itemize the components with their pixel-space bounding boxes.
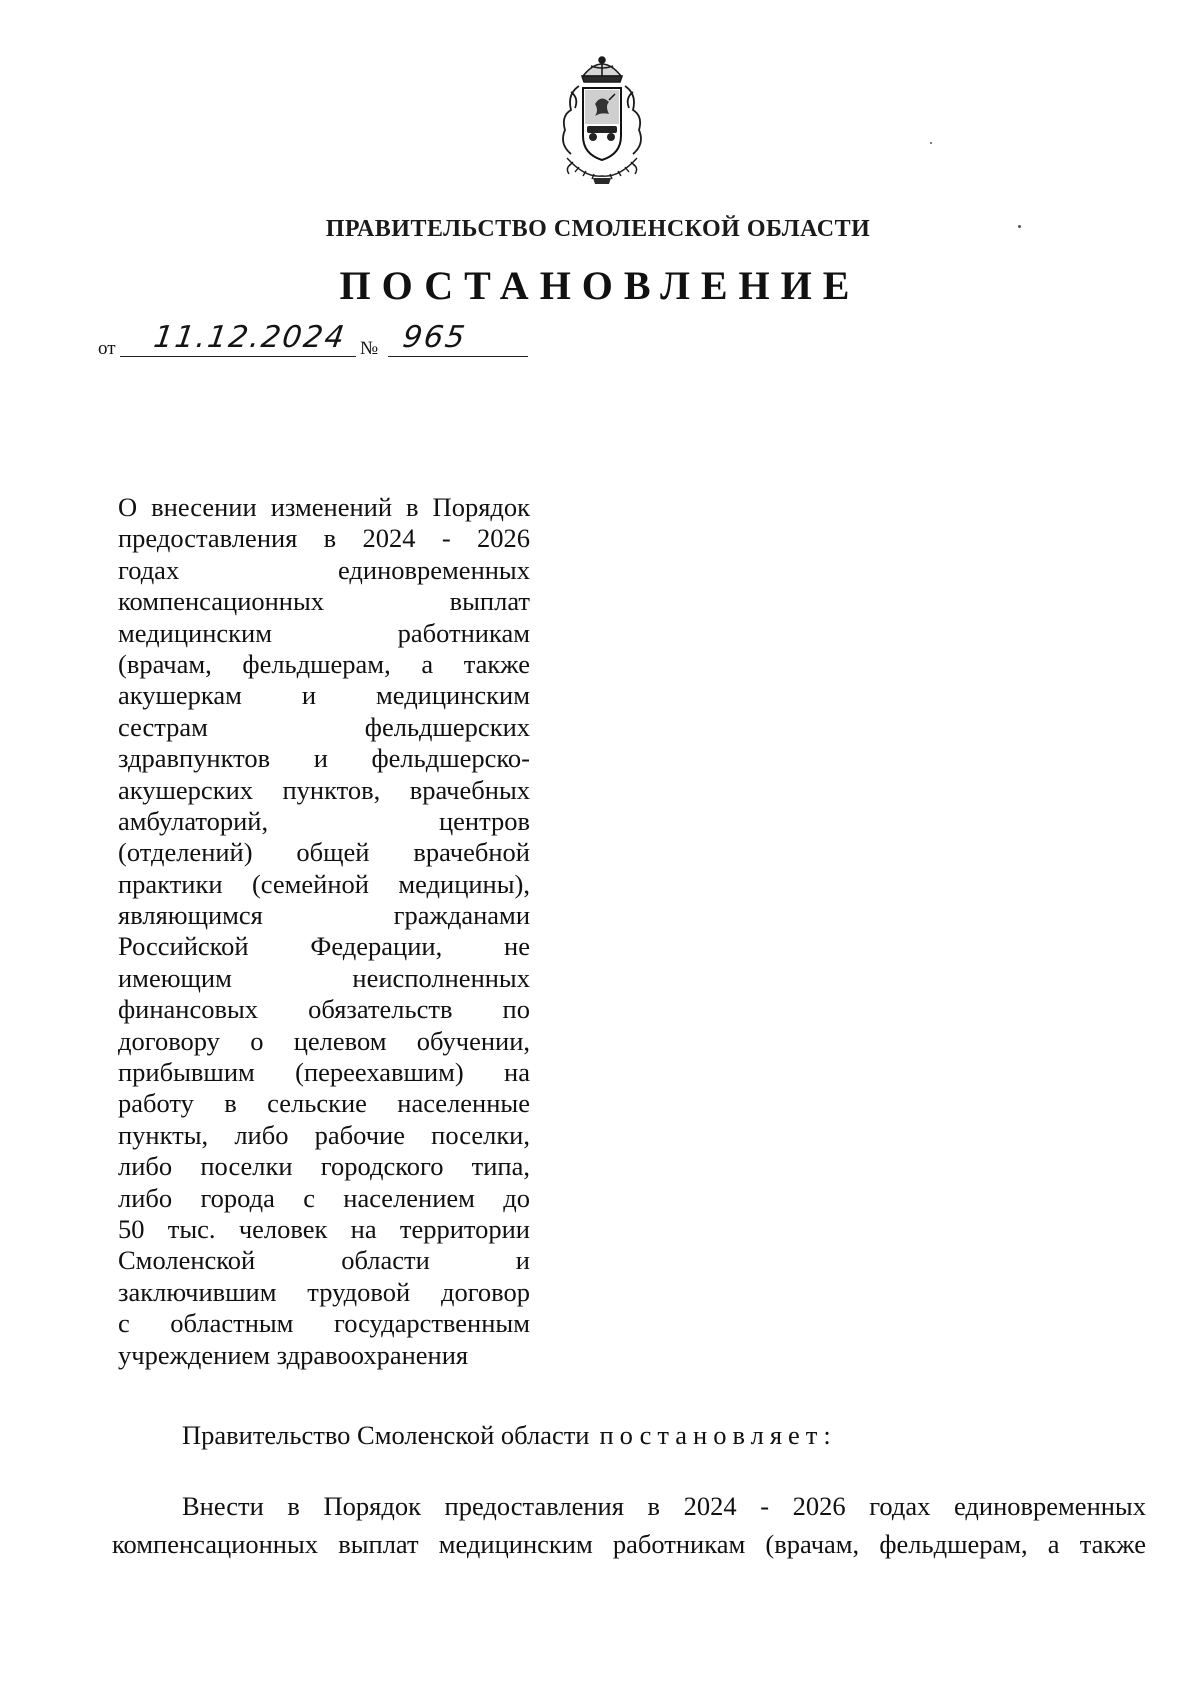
- decree-statement: [182, 1420, 837, 1451]
- number-label: №: [360, 338, 379, 359]
- document-type-heading: ПОСТАНОВЛЕНИЕ: [339, 263, 861, 308]
- decree-verb: постановляет:: [599, 1420, 837, 1450]
- body-line: компенсационных выплат медицинским работникам (врачам, фельдшерам, а также: [112, 1529, 1146, 1559]
- title-line: здравпунктов и фельдшерско-: [118, 743, 530, 774]
- title-line: являющимся гражданами: [118, 900, 530, 931]
- date-label: от: [98, 338, 116, 359]
- title-line: акушеркам и медицинским: [118, 680, 530, 711]
- coat-of-arms-icon: [549, 54, 655, 186]
- title-line: договору о целевом обучении,: [118, 1025, 530, 1056]
- body-line: Внести в Порядок предоставления в 2024 - 2026 годах единовременных: [182, 1491, 1146, 1521]
- title-line: сестрам фельдшерских: [118, 711, 530, 742]
- organization-name: ПРАВИТЕЛЬСТВО СМОЛЕНСКОЙ ОБЛАСТИ: [325, 216, 871, 242]
- title-line: медицинским работникам: [118, 617, 530, 648]
- title-line: амбулаторий, центров: [118, 805, 530, 836]
- title-line: прибывшим (переехавшим) на: [118, 1057, 530, 1088]
- title-line: Смоленской области и: [118, 1245, 530, 1276]
- decree-subject: Правительство Смоленской области: [182, 1420, 590, 1450]
- title-line: с областным государственным: [118, 1308, 530, 1339]
- date-underline: [120, 356, 356, 357]
- title-line: (врачам, фельдшерам, а также: [118, 648, 530, 679]
- title-line: (отделений) общей врачебной: [118, 837, 530, 868]
- title-line: либо города с населением до: [118, 1182, 530, 1213]
- title-line: акушерских пунктов, врачебных: [118, 774, 530, 805]
- title-line: имеющим неисполненных: [118, 962, 530, 993]
- title-line: Российской Федерации, не: [118, 931, 530, 962]
- document-title: [118, 492, 530, 1371]
- title-line: годах единовременных: [118, 554, 530, 585]
- body-paragraph: [112, 1487, 1146, 1563]
- title-line: финансовых обязательств по: [118, 994, 530, 1025]
- scan-speck: [930, 142, 932, 144]
- title-line: либо поселки городского типа,: [118, 1151, 530, 1182]
- handwritten-number: 965: [400, 320, 469, 355]
- scan-speck: [1018, 225, 1021, 228]
- number-underline: [388, 356, 528, 357]
- title-line: пункты, либо рабочие поселки,: [118, 1119, 530, 1150]
- title-line: предоставления в 2024 - 2026: [118, 523, 530, 554]
- title-line: О внесении изменений в Порядок: [118, 492, 530, 522]
- handwritten-date: 11.12.2024: [151, 320, 349, 355]
- title-line: практики (семейной медицины),: [118, 868, 530, 899]
- title-line: заключившим трудовой договор: [118, 1276, 530, 1307]
- title-line: учреждением здравоохранения: [118, 1339, 469, 1370]
- title-line: работу в сельские населенные: [118, 1088, 530, 1119]
- title-line: компенсационных выплат: [118, 586, 530, 617]
- registration-line: [98, 320, 538, 359]
- title-line: 50 тыс. человек на территории: [118, 1213, 530, 1244]
